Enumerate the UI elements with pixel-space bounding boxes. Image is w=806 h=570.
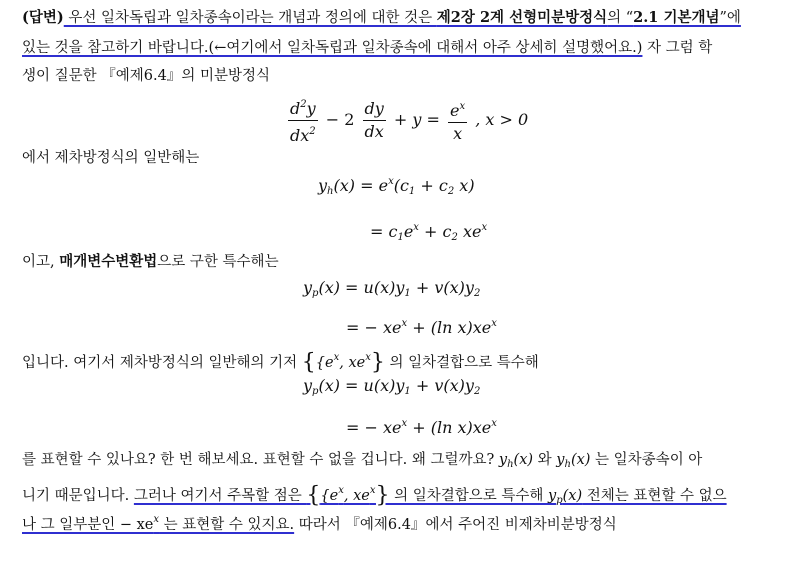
equation-ode: $\frac{d^2y}{dx^2}$ − 2 $\frac{dy}{dx}$ + y = $\frac{e^x}{x}$ , x > 0: [285, 94, 528, 147]
paragraph-line-8: 니기 때문입니다. 그러나 여기서 주목할 점은 {{$e^x$, $xe^x$} 의 일차결합으로 특수해 $y_p(x)$ 전체는 표현할 수 없으: [22, 483, 727, 508]
paragraph-line-5: 이고, 매개변수변환법으로 구한 특수해는: [22, 253, 279, 270]
answer-tag: (답변): [22, 9, 64, 26]
paragraph-line-9: 나 그 일부분인 − $xe^x$ 는 표현할 수 있지요. 따라서 『예제6.4』에서 주어진 비제차비분방정식: [22, 514, 617, 533]
fraction-dy-dx: $\frac{dy}{dx}$: [364, 99, 384, 141]
underlined-intro: 우선 일차독립과 일차종속이라는 개념과 정의에 대한 것은 제2장 2계 선형미분방정식의 “2.1 기본개념”에: [63, 9, 741, 26]
note-arrow-text: (←여기에서 일차독립과 일차종속에 대해서 아주 상세히 설명했어요.): [208, 40, 643, 56]
equation-homogeneous-solution-line2: = $c_1e^x + c_2$ $xe^x$: [370, 222, 488, 243]
equation-particular-solution: $y_p(x) = u(x)y_1 + v(x)y_2$: [303, 278, 481, 299]
section-reference: 2.1 기본개념: [633, 9, 720, 26]
fraction-ex-x: $\frac{e^x}{x}$: [448, 96, 467, 145]
paragraph-line-3: 생이 질문한 『예제6.4』의 미분방정식: [22, 68, 270, 84]
paragraph-line-4: 에서 제차방정식의 일반해는: [22, 150, 200, 166]
equation-particular-solution-repeat: $y_p(x) = u(x)y_1 + v(x)y_2$: [303, 376, 481, 397]
paragraph-line-6: 입니다. 여기서 제차방정식의 일반해의 기저 {{$e^x$, $xe^x$} 의 일차결합으로 특수해: [22, 350, 539, 375]
equation-particular-solution-repeat-line2: = − $xe^x + (\ln$ $x)xe^x$: [346, 418, 497, 437]
paragraph-line-1: [22, 8, 741, 28]
chapter-reference: 제2장 2계 선형미분방정식: [436, 9, 608, 26]
variation-of-parameters-term: 매개변수변환법: [59, 253, 158, 270]
equation-homogeneous-solution: $y_h(x) = e^x(c_1 + c_2$ x): [318, 176, 475, 197]
fraction-d2y-dx2: $\frac{d^2y}{dx^2}$: [288, 94, 318, 147]
paragraph-line-7: 를 표현할 수 있나요? 한 번 해보세요. 표현할 수 없을 겁니다. 왜 그럴까요? $y_h(x)$ 와 $y_h(x)$ 는 일차종속이 아: [22, 452, 703, 470]
paragraph-line-2: 있는 것을 참고하기 바랍니다.(←여기에서 일차독립과 일차종속에 대해서 아주 상세히 설명했어요.) 자 그럼 학: [22, 40, 713, 56]
equation-particular-solution-line2: = − $xe^x + (\ln$ $x)xe^x$: [346, 318, 497, 337]
